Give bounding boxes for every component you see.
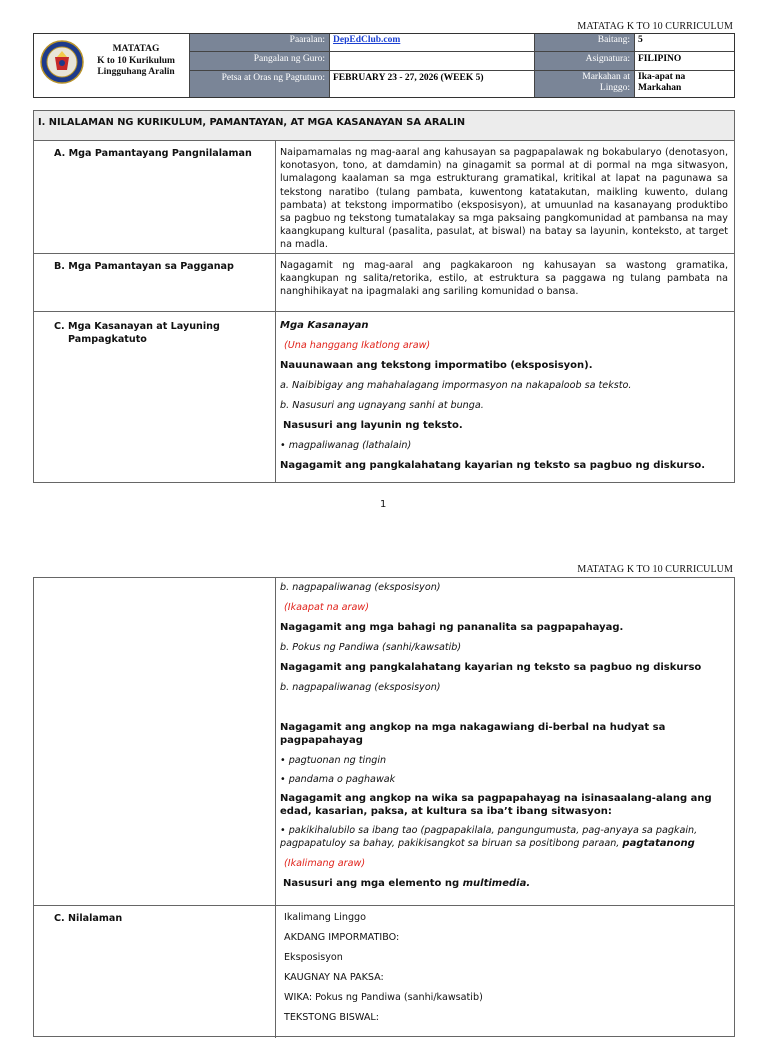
kasanayan-bullet: • magpaliwanag (lathalain): [280, 440, 412, 451]
kasanayan-subitem: b. Pokus ng Pandiwa (sanhi/kawsatib): [280, 642, 462, 653]
baitang-value: 5: [638, 35, 643, 45]
day-4: (Ikaapat na araw): [284, 602, 369, 613]
row-c-label-2: Pampagkatuto: [68, 334, 147, 345]
kasanayan-item: Nauunawaan ang tekstong impormatibo (eksposisyon).: [280, 360, 593, 371]
header-values-col1: [329, 34, 534, 97]
row-b-text: Nagagamit ng mag-aaral ang pagkakaroon ng kahusayan sa wastong gramatika, kaangkupan ng salita/retorika, estilo, at estruktura sa paggawa ng tulang pambata na nanghihikayat na ipagmalaki ang sariling komunidad o bansa.: [280, 260, 728, 298]
kasanayan-bullet: • pagtuonan ng tingin: [280, 755, 387, 766]
lesson-header-table: [33, 33, 735, 98]
header-title-cell: [34, 34, 189, 97]
section-header-row: [34, 111, 734, 140]
section-title: I. NILALAMAN NG KURIKULUM, PAMANTAYAN, AT MGA KASANAYAN SA ARALIN: [38, 117, 466, 128]
curriculum-label: MATATAG K TO 10 CURRICULUM: [577, 564, 733, 575]
markahan-label-2: Linggo:: [599, 83, 630, 93]
paaralan-label: Paaralan:: [289, 35, 325, 45]
guro-label: Pangalan ng Guro:: [253, 54, 325, 64]
curriculum-table-continued: [33, 577, 735, 1037]
row-a-label: A. Mga Pamantayang Pangnilalaman: [54, 148, 252, 159]
petsa-label: Petsa at Oras ng Pagtuturo:: [221, 73, 325, 83]
row-a-text: Naipamamalas ng mag-aaral ang kahusayan sa pagpapalawak ng bokabularyo (denotasyon, konotasyon, tono, at damdamin) na ginagamit sa pormal at di pormal na mga sitwasyon, lumalagong kaalaman sa mga estrukturang gramatikal, kritikal at lapat na pagunawa sa tekstong naratibo (tulang pambata, kuwentong katatakutan, maikling kuwento, dulang pambata) at tekstong impormatibo (eksposisyon), at umuunlad na kasanayang produktibo sa pagbuo ng tekstong tumatalakay sa mga paksaing pangkomunidad at pambansa na may kaangkupang kultural (pasalita, pasulat, at biswal) na batay sa layunin, konteksto, at target na madla.: [280, 147, 728, 251]
row-c-label-1: C. Mga Kasanayan at Layuning: [54, 321, 220, 332]
kasanayan-item: Nagagamit ang angkop na mga nakagawiang di-berbal na hudyat sa: [280, 722, 666, 733]
kasanayan-subitem: b. Nasusuri ang ugnayang sanhi at bunga.: [280, 400, 484, 411]
kasanayan-item: Nagagamit ang mga bahagi ng pananalita sa pagpapahayag.: [280, 622, 624, 633]
row-pamantayang-pangnilalaman: [34, 140, 734, 253]
kasanayan-bullet-cont: [280, 838, 695, 849]
kasanayan-subitem: a. Naibibigay ang mahahalagang impormasyon na nakapaloob sa teksto.: [280, 380, 632, 391]
kasanayan-bullet-emph: pagtatanong: [622, 838, 695, 849]
kasanayan-item-text: Nasusuri ang mga elemento ng: [283, 878, 460, 889]
row-nilalaman: [34, 905, 734, 1038]
kasanayan-item: Nasusuri ang layunin ng teksto.: [283, 420, 463, 431]
baitang-label: Baitang:: [597, 35, 630, 45]
asignatura-value: FILIPINO: [638, 54, 682, 64]
kasanayan-item: Nagagamit ang pangkalahatang kayarian ng teksto sa pagbuo ng diskurso.: [280, 460, 706, 471]
kasanayan-bullet-text: pagpapatuloy sa bahay, pakikisangkot sa biruan sa positibong paraan,: [280, 838, 620, 849]
paaralan-link[interactable]: DepEdClub.com: [333, 35, 401, 45]
markahan-label-1: Markahan at: [582, 72, 630, 82]
day-range-1-3: (Una hanggang Ikatlong araw): [284, 340, 431, 351]
nilalaman-label: C. Nilalaman: [54, 913, 123, 924]
header-labels-col1: [189, 34, 329, 97]
nilalaman-line: WIKA: Pokus ng Pandiwa (sanhi/kawsatib): [284, 992, 483, 1003]
nilalaman-line: KAUGNAY NA PAKSA:: [284, 972, 384, 983]
row-kasanayan: [34, 311, 734, 482]
kasanayan-subitem: b. nagpapaliwanag (eksposisyon): [280, 682, 441, 693]
header-values-col2: [634, 34, 734, 97]
header-title-line2: K to 10 Kurikulum: [97, 55, 175, 66]
curriculum-table: [33, 110, 735, 483]
markahan-value-2: Markahan: [638, 83, 682, 93]
deped-seal-icon: [40, 40, 84, 84]
nilalaman-line: AKDANG IMPORMATIBO:: [284, 932, 400, 943]
asignatura-label: Asignatura:: [585, 54, 630, 64]
kasanayan-item: [283, 878, 530, 889]
kasanayan-subitem: b. nagpapaliwanag (eksposisyon): [280, 582, 441, 593]
kasanayan-item-cont: edad, kasarian, paksa, at kultura sa iba’t ibang sitwasyon:: [280, 806, 612, 817]
row-pamantayan-sa-pagganap: [34, 253, 734, 311]
kasanayan-item-cont: pagpapahayag: [280, 735, 363, 746]
nilalaman-line: Eksposisyon: [284, 952, 343, 963]
header-labels-col2: [534, 34, 634, 97]
kasanayan-bullet: • pandama o paghawak: [280, 774, 396, 785]
row-kasanayan-continued: [34, 578, 734, 905]
kasanayan-item: Nagagamit ang pangkalahatang kayarian ng teksto sa pagbuo ng diskurso: [280, 662, 702, 673]
nilalaman-line: TEKSTONG BISWAL:: [284, 1012, 379, 1023]
header-title-line3: Lingguhang Aralin: [97, 67, 175, 77]
kasanayan-item-emph: multimedia.: [462, 878, 531, 889]
page-number: 1: [380, 499, 387, 510]
kasanayan-bullet: • pakikihalubilo sa ibang tao (pagpapakilala, pangungumusta, pag-anyaya sa pagkain,: [280, 825, 698, 836]
kasanayan-item: Nagagamit ang angkop na wika sa pagpapahayag na isinasaalang-alang ang: [280, 793, 712, 804]
nilalaman-line: Ikalimang Linggo: [284, 912, 367, 923]
markahan-value-1: Ika-apat na: [638, 72, 686, 82]
curriculum-label: MATATAG K TO 10 CURRICULUM: [577, 21, 733, 32]
header-title-line1: MATATAG: [112, 44, 160, 54]
row-b-label: B. Mga Pamantayan sa Pagganap: [54, 261, 234, 272]
petsa-value: FEBRUARY 23 - 27, 2026 (WEEK 5): [333, 73, 484, 83]
kasanayan-heading: Mga Kasanayan: [280, 320, 369, 331]
day-5: (Ikalimang araw): [284, 858, 366, 869]
